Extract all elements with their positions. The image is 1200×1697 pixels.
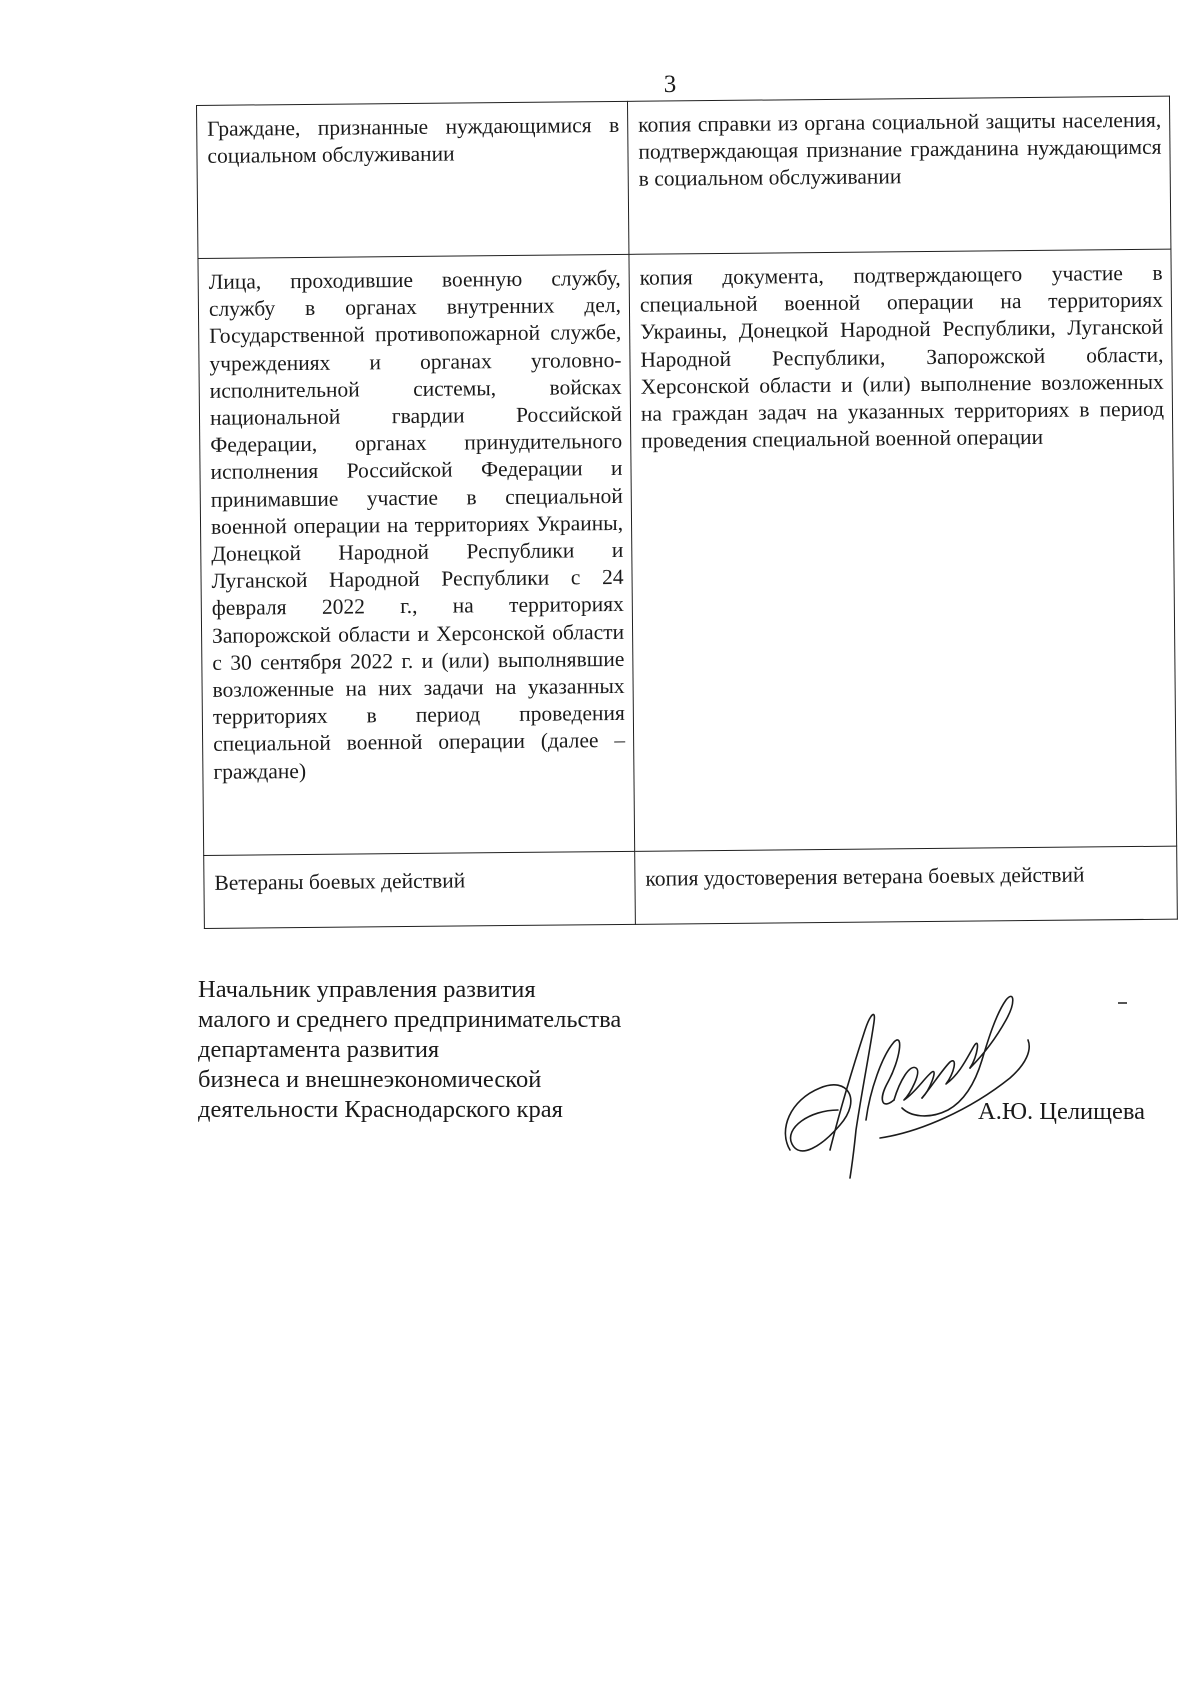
signer-position-line: малого и среднего предпринимательства	[198, 1006, 622, 1033]
category-cell: Лица, проходившие военную службу, службу в органах внутренних дел, Государственной противопожарной службе, учреждениях и органах уголовно-исполнительной системы, войсках национальной гвардии Российской Федерации, органах принудительного исполнения Российской Федерации и принимавшие участие в специальной военной операции на территориях Украины, Донецкой Народной Республики и Луганской Народной Республики с 24 февраля 2022 г., на территориях Запорожской области и Херсонской области с 30 сентября 2022 г. и (или) выполнявшие возложенные на них задачи на указанных территориях в период проведения специальной военной операции (далее – граждане)	[198, 254, 635, 855]
table-row	[197, 96, 1171, 258]
category-cell: Граждане, признанные нуждающимися в социальном обслуживании	[197, 101, 629, 258]
table-row	[204, 846, 1178, 928]
stray-mark	[1118, 1002, 1127, 1004]
table-row	[198, 249, 1177, 855]
documents-table	[196, 96, 1178, 929]
signer-position-line: деятельности Краснодарского края	[198, 1096, 563, 1123]
handwritten-signature	[770, 960, 1050, 1190]
document-cell: копия документа, подтверждающего участие в специальной военной операции на территориях Украины, Донецкой Народной Республики, Луганской Народной Республики, Запорожской области, Херсонской области и (или) выполнение возложенных на граждан задач на указанных территориях в период проведения специальной военной операции	[629, 249, 1177, 851]
signatory-name: А.Ю. Целищева	[978, 1098, 1146, 1125]
category-cell: Ветераны боевых действий	[204, 851, 636, 928]
document-cell: копия удостоверения ветерана боевых действий	[635, 846, 1178, 924]
signer-position	[198, 975, 621, 1125]
page-number: 3	[663, 71, 677, 98]
signer-position-line: департамента развития	[198, 1036, 440, 1063]
signer-position-line: Начальник управления развития	[198, 976, 536, 1003]
signer-position-line: бизнеса и внешнеэкономической	[198, 1066, 542, 1093]
document-cell: копия справки из органа социальной защиты населения, подтверждающая признание гражданина нуждающимся в социальном обслуживании	[627, 96, 1170, 254]
